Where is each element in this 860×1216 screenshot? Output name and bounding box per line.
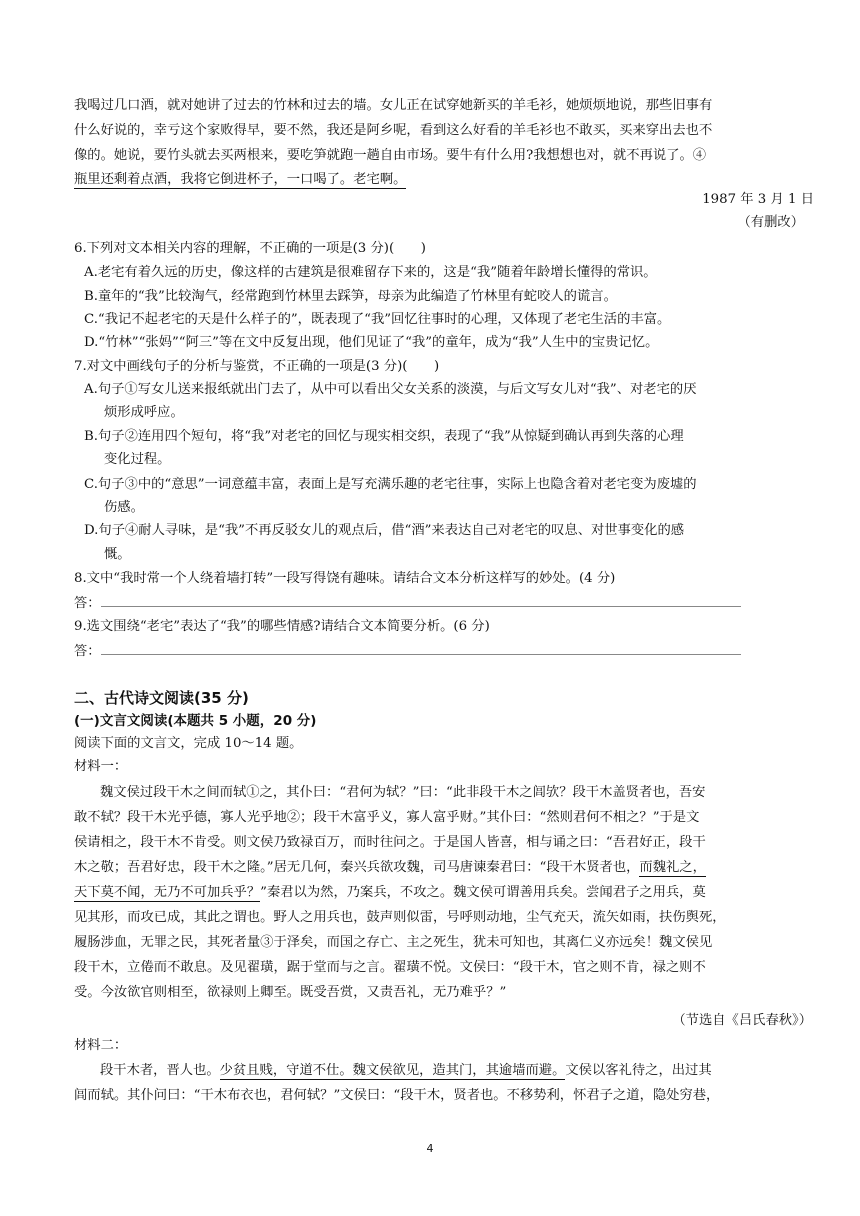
material-2-line-1-a: 段干木者，晋人也。: [100, 1063, 220, 1078]
q6-option-c: C.“我记不起老宅的天是什么样子的”，既表现了“我”回忆往事时的心理，又体现了老宅生活的丰富。: [84, 312, 671, 327]
q8-stem: 8.文中“我时常一个人绕着墙打转”一段写得饶有趣味。请结合文本分析这样写的妙处。(4 分): [74, 571, 616, 586]
material-1-line-9: 受。今汝欲官则相至，欲禄则上卿至。既受吾赏，又责吾礼，无乃难乎？”: [74, 985, 507, 1000]
material-1-line-4: [74, 858, 706, 878]
material-2-label: 材料二：: [74, 1038, 128, 1053]
q9-answer[interactable]: [74, 641, 741, 662]
q9-answer-label: 答：: [74, 644, 101, 659]
underlined-sentence-4: 瓶里还剩着点酒，我将它倒进杯子，一口喝了。老宅啊。: [74, 172, 407, 187]
material-1-line-4-text: 木之敬；吾君好忠，段干木之隆。”居无几何，秦兴兵欲攻魏，司马唐谏秦君曰：“段干木贤者也，: [74, 860, 640, 875]
underlined-sentence-m2: 少贫且贱，守道不仕。魏文侯欲见，造其门，其逾墙而避。: [219, 1063, 566, 1078]
q6-stem: 6.下列对文本相关内容的理解，不正确的一项是(3 分)( ): [74, 241, 426, 256]
reading-instruction: 阅读下面的文言文，完成 10～14 题。: [74, 736, 303, 751]
q7-option-a-2: 烦形成呼应。: [104, 405, 184, 420]
material-1-line-2: 敢不轼？段干木光乎德，寡人光乎地②；段干木富乎义，寡人富乎财。”其仆曰：“然则君何不相之？”于是文: [74, 810, 700, 825]
material-1-line-3: 侯请相之，段干木不肯受。则文侯乃致禄百万，而时往问之。于是国人皆喜，相与诵之曰：“吾君好正，段干: [74, 835, 706, 850]
story-date: 1987 年 3 月 1 日: [702, 192, 814, 207]
q6-option-d: D.“竹林”“张妈”“阿三”等在文中反复出现，他们见证了“我”的童年，成为“我”人生中的宝贵记忆。: [84, 335, 659, 350]
material-1-label: 材料一：: [74, 759, 128, 774]
q9-stem: 9.选文围绕“老宅”表达了“我”的哪些情感?请结合文本简要分析。(6 分): [74, 619, 490, 634]
material-2-line-2: 闾而轼。其仆问曰：“干木布衣也，君何轼？”文侯曰：“段干木，贤者也。不移势利，怀君子之道，隐处穷巷，: [74, 1088, 720, 1103]
material-1-line-1: 魏文侯过段干木之间而轼①之，其仆曰：“君何为轼？”曰：“此非段干木之闾欤？段干木盖贤者也，吾安: [100, 785, 706, 800]
material-1-line-8: 段干木，立倦而不敢息。及见翟璜，踞于堂而与之言。翟璜不悦。文侯曰：“段干木，官之则不肯，禄之则不: [74, 960, 706, 975]
story-note: （有删改）: [737, 215, 804, 230]
q8-answer-label: 答：: [74, 596, 101, 611]
underlined-sentence-m1-a: 而魏礼之，: [639, 860, 706, 875]
q7-option-b-2: 变化过程。: [104, 452, 171, 467]
section-2-subheading: (一)文言文阅读(本题共 5 小题，20 分): [74, 713, 317, 729]
material-1-line-5: [74, 883, 706, 903]
material-1-source: （节选自《吕氏春秋》）: [672, 1013, 812, 1028]
q7-option-b-1: B.句子②连用四个短句，将“我”对老宅的回忆与现实相交织，表现了“我”从惊疑到确认再到失落的心理: [84, 429, 684, 444]
story-line-4: [74, 170, 406, 190]
material-1-line-7: 履肠涉血，无罪之民，其死者量③于泽矣，而国之存亡、主之死生，犹未可知也，其离仁义亦远矣！魏文侯见: [74, 935, 713, 950]
q6-option-b: B.童年的“我”比较淘气，经常跑到竹林里去踩笋，母亲为此编造了竹林里有蛇咬人的谎言。: [84, 289, 617, 304]
q8-answer-line[interactable]: [101, 593, 741, 607]
q9-answer-line[interactable]: [101, 641, 741, 655]
q7-option-c-2: 伤感。: [104, 500, 144, 515]
q6-option-a: A.老宅有着久远的历史，像这样的古建筑是很难留存下来的，这是“我”随着年龄增长懂得的常识。: [84, 265, 657, 280]
q7-option-d-1: D.句子④耐人寻味，是“我”不再反驳女儿的观点后，借“酒”来表达自己对老宅的叹息、对世事变化的感: [84, 523, 685, 538]
underlined-sentence-m1-b: 天下莫不闻，无乃不可加兵乎？: [74, 885, 261, 900]
q7-stem: 7.对文中画线句子的分析与鉴赏，不正确的一项是(3 分)( ): [74, 359, 440, 374]
q8-answer[interactable]: [74, 593, 741, 614]
material-1-line-6: 见其形，而攻已成，其此之谓也。野人之用兵也，鼓声则似雷，号呼则动地，尘气充天，流矢如雨，扶伤舆死，: [74, 910, 726, 925]
material-1-line-5-text: ”秦君以为然，乃案兵，不攻之。魏文侯可谓善用兵矣。尝闻君子之用兵，莫: [260, 885, 706, 900]
material-2-line-1-b: 文侯以客礼待之，出过其: [565, 1063, 712, 1078]
q7-option-c-1: C.句子③中的“意思”一词意蕴丰富，表面上是写充满乐趣的老宅往事，实际上也隐含着对老宅变为废墟的: [84, 477, 697, 492]
page-number: 4: [426, 1142, 434, 1155]
q7-option-d-2: 慨。: [104, 547, 131, 562]
material-2-line-1: [100, 1061, 712, 1081]
story-line-2: 什么好说的，幸亏这个家败得早，要不然，我还是阿乡呢，看到这么好看的羊毛衫也不敢买，买来穿出去也不: [74, 123, 713, 138]
section-2-heading: 二、古代诗文阅读(35 分): [74, 689, 249, 707]
story-line-3: 像的。她说，要竹头就去买两根来，要吃笋就跑一趟自由市场。要牛有什么用?我想想也对，就不再说了。④: [74, 148, 707, 163]
q7-option-a-1: A.句子①写女儿送来报纸就出门去了，从中可以看出父女关系的淡漠，与后文写女儿对“我”、对老宅的厌: [84, 382, 697, 397]
story-line-1: 我喝过几口酒，就对她讲了过去的竹林和过去的墙。女儿正在试穿她新买的羊毛衫，她烦烦地说，那些旧事有: [74, 98, 713, 113]
